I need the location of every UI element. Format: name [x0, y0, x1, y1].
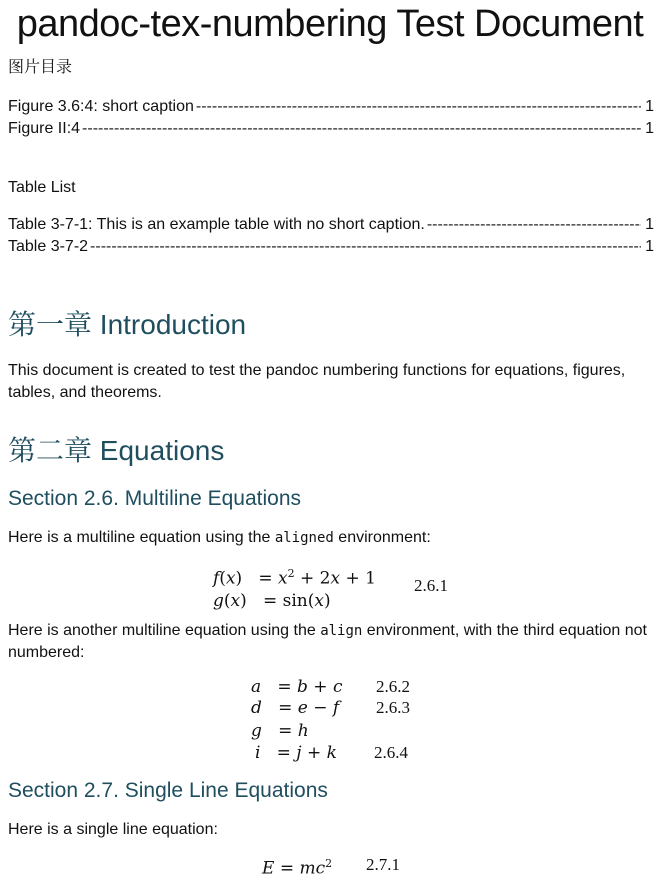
equation-number: 2.6.1 [414, 576, 448, 595]
equation-number: 2.6.3 [376, 698, 410, 717]
figure-list-heading: 图片目录 [8, 59, 73, 76]
toc-page-number: 1 [645, 216, 654, 233]
figure-list-entry[interactable] [8, 118, 654, 140]
toc-entry-label: Table 3-7-1: This is an example table with no short caption. [8, 216, 425, 233]
inline-code: align [320, 623, 363, 639]
toc-page-number: 1 [645, 238, 654, 255]
section-heading: Section 2.6. Multiline Equations [8, 487, 302, 510]
toc-leader-dots [427, 214, 641, 236]
paragraph: Here is a single line equation: [8, 821, 218, 838]
table-list-entry[interactable] [8, 236, 654, 258]
equation-align-row: i = j + k [255, 743, 337, 763]
paragraph [8, 620, 648, 664]
table-list-entry[interactable] [8, 214, 654, 236]
inline-code: aligned [274, 530, 334, 546]
chapter-title: Introduction [99, 309, 247, 340]
chapter-prefix: 第二章 [8, 434, 93, 467]
paragraph-text: environment, with the third equation not numbered: [8, 622, 647, 661]
chapter-prefix: 第一章 [8, 308, 93, 341]
toc-entry-label: Figure II:4 [8, 120, 81, 137]
chapter-title: Equations [99, 435, 225, 466]
equation-number: 2.6.4 [374, 743, 408, 762]
toc-leader-dots [82, 118, 641, 140]
chapter-heading-equations [8, 433, 224, 469]
paragraph: This document is created to test the pandoc numbering functions for equations, figures, tables, and theorems. [8, 362, 626, 401]
figure-list-entry[interactable] [8, 96, 654, 118]
paragraph-text: environment: [333, 529, 431, 546]
equation-number: 2.6.2 [376, 677, 410, 696]
paragraph-text: Here is a multiline equation using the [8, 529, 275, 546]
toc-page-number: 1 [645, 120, 654, 137]
equation-number: 2.7.1 [366, 855, 400, 874]
table-list-heading: Table List [8, 179, 76, 196]
equation-aligned: $f(x) = x^2 + 2x + 1$ g(x) = sin(x) [213, 567, 376, 611]
equation-single-line: $E = mc^2$ [262, 857, 333, 879]
section-heading: Section 2.7. Single Line Equations [8, 779, 328, 802]
toc-entry-label: Figure 3.6:4: short caption [8, 98, 194, 115]
toc-leader-dots [196, 96, 641, 118]
chapter-heading-introduction [8, 307, 246, 343]
toc-page-number: 1 [645, 98, 654, 115]
equation-align-row: g = h [251, 721, 309, 741]
paragraph [8, 527, 648, 549]
equation-align-row: a = b + c [251, 677, 343, 697]
toc-leader-dots [90, 236, 641, 258]
document-title: pandoc-tex-numbering Test Document [16, 3, 644, 45]
equation-align-row: d = e − f [251, 698, 340, 718]
paragraph-text: Here is another multiline equation using the [8, 622, 321, 639]
toc-entry-label: Table 3-7-2 [8, 238, 89, 255]
